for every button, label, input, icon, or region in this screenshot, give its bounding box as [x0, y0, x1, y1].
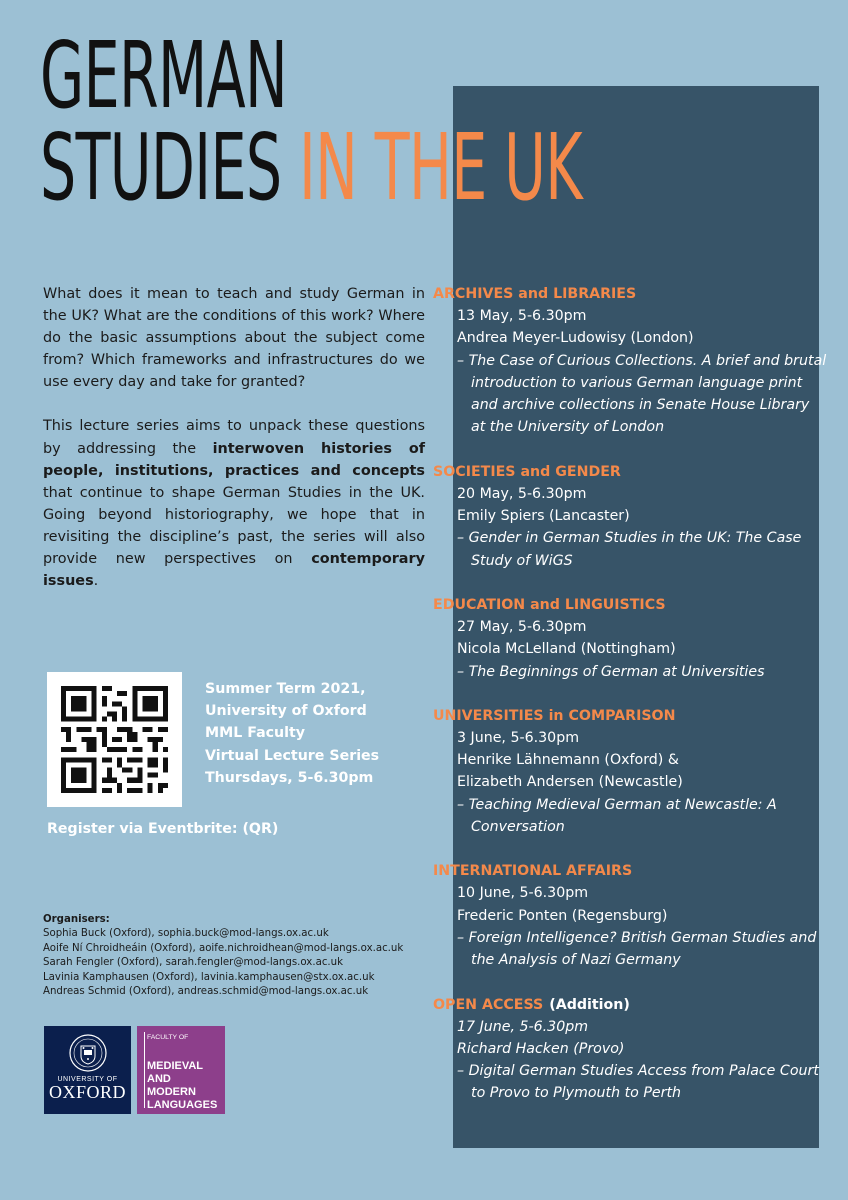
faculty-logo-name — [147, 1060, 217, 1112]
faculty-logo-rule — [144, 1032, 145, 1108]
qr-code-icon — [61, 686, 168, 793]
session-speaker: Frederic Ponten (Regensburg) — [457, 907, 668, 924]
term-info-line: MML Faculty — [205, 725, 306, 742]
session-list — [433, 283, 828, 1105]
faculty-logo-line: MODERN — [147, 1086, 196, 1098]
session-body — [433, 483, 828, 572]
session-speaker: Nicola McLelland (Nottingham) — [457, 641, 676, 658]
session-heading — [433, 994, 828, 1016]
session-heading: EDUCATION and LINGUISTICS — [433, 596, 666, 613]
session-body — [433, 1016, 828, 1105]
session-speaker: Andrea Meyer-Ludowisy (London) — [457, 330, 694, 347]
session-item — [433, 283, 828, 439]
intro-p2-text-a: This lecture series aims to unpack these questions by addressing the — [43, 418, 425, 457]
session-heading: ARCHIVES and LIBRARIES — [433, 286, 637, 302]
session-body — [433, 616, 828, 683]
session-heading: SOCIETIES and GENDER — [433, 463, 621, 480]
session-body — [433, 882, 828, 971]
term-info-line: Summer Term 2021, — [205, 681, 366, 697]
title-accent: IN THE UK — [298, 114, 583, 221]
session-talk: – Digital German Studies Access from Palace Court to Provo to Plymouth to Perth — [457, 1063, 819, 1102]
organiser-entry: Sarah Fengler (Oxford), sarah.fengler@mod-langs.ox.ac.uk — [43, 957, 344, 969]
faculty-logo — [137, 1026, 225, 1114]
term-info — [205, 678, 379, 789]
intro-paragraph-1: What does it mean to teach and study German in the UK? What are the conditions of this work? Where do the basic assumptions about the subject come from? Which frameworks and infrastructures do we use every day and take for granted? — [43, 286, 425, 391]
session-heading-text: OPEN ACCESS — [433, 996, 544, 1013]
organiser-entry: Sophia Buck (Oxford), sophia.buck@mod-langs.ox.ac.uk — [43, 928, 329, 940]
faculty-logo-small: FACULTY OF — [147, 1034, 189, 1041]
session-talk: – Gender in German Studies in the UK: The Case Study of WiGS — [457, 530, 802, 569]
intro-p2-text-c: . — [93, 573, 99, 590]
session-heading: INTERNATIONAL AFFAIRS — [433, 863, 633, 880]
session-speaker: Richard Hacken (Provo) — [457, 1040, 625, 1057]
session-item — [433, 461, 828, 572]
oxford-crest-icon — [68, 1033, 108, 1073]
intro-paragraph-2 — [43, 415, 425, 592]
session-date: 10 June, 5-6.30pm — [457, 885, 589, 902]
faculty-logo-line: LANGUAGES — [147, 1099, 218, 1111]
session-date: 20 May, 5-6.30pm — [457, 485, 587, 502]
qr-code[interactable] — [47, 672, 182, 807]
organisers-heading: Organisers: — [43, 914, 110, 925]
session-talk: – Foreign Intelligence? British German Studies and the Analysis of Nazi Germany — [457, 929, 817, 969]
session-talk: – Teaching Medieval German at Newcastle: A Conversation — [457, 796, 777, 836]
session-body — [433, 305, 828, 439]
organiser-entry: Andreas Schmid (Oxford), andreas.schmid@mod-langs.ox.ac.uk — [43, 986, 369, 998]
register-text: Register via Eventbrite: (QR) — [47, 821, 279, 837]
intro-p2-bold-1: interwoven histories of people, institutions, practices and concepts — [43, 440, 426, 479]
session-body — [433, 727, 828, 838]
session-heading: UNIVERSITIES in COMPARISON — [433, 707, 676, 724]
session-speaker: Henrike Lähnemann (Oxford) & — [457, 752, 679, 769]
title-line1: GERMAN — [40, 22, 288, 129]
title-studies: STUDIES — [40, 114, 282, 221]
session-speaker: Emily Spiers (Lancaster) — [457, 508, 630, 525]
page-title — [40, 22, 583, 221]
session-date: 13 May, 5-6.30pm — [457, 308, 587, 324]
session-addition-label: (Addition) — [549, 996, 630, 1013]
title-line2 — [40, 114, 583, 221]
term-info-line: University of Oxford — [205, 703, 367, 720]
session-item — [433, 705, 828, 838]
session-item — [433, 994, 828, 1105]
organisers — [43, 913, 403, 999]
session-date: 17 June, 5-6.30pm — [457, 1018, 589, 1035]
session-talk: – The Beginnings of German at Universities — [457, 663, 765, 680]
session-date: 3 June, 5-6.30pm — [457, 729, 580, 746]
session-item — [433, 594, 828, 683]
oxford-logo — [44, 1026, 131, 1114]
faculty-logo-line: MEDIEVAL — [147, 1060, 204, 1072]
term-info-line: Virtual Lecture Series — [205, 747, 380, 764]
intro-p2-bold-2: contemporary issues — [43, 551, 425, 590]
organiser-entry: Lavinia Kamphausen (Oxford), lavinia.kamphausen@stx.ox.ac.uk — [43, 971, 375, 983]
organiser-entry: Aoife Ní Chroidheáin (Oxford), aoife.nichroidhean@mod-langs.ox.ac.uk — [43, 942, 404, 954]
faculty-logo-line: AND — [147, 1073, 171, 1085]
session-date: 27 May, 5-6.30pm — [457, 618, 587, 635]
oxford-logo-small: UNIVERSITY OF — [57, 1076, 118, 1083]
intro-p2-text-b: that continue to shape German Studies in the UK. Going beyond historiography, we hope that in revisiting the discipline’s past, the series will also provide new perspectives on — [43, 484, 425, 568]
session-item — [433, 860, 828, 971]
session-speaker: Elizabeth Andersen (Newcastle) — [457, 774, 683, 791]
session-talk: – The Case of Curious Collections. A brief and brutal introduction to various German language print and archive collections in Senate House Library at the University of London — [457, 352, 827, 436]
term-info-line: Thursdays, 5-6.30pm — [205, 769, 374, 786]
oxford-logo-big: OXFORD — [48, 1082, 126, 1102]
intro-text — [43, 283, 425, 614]
